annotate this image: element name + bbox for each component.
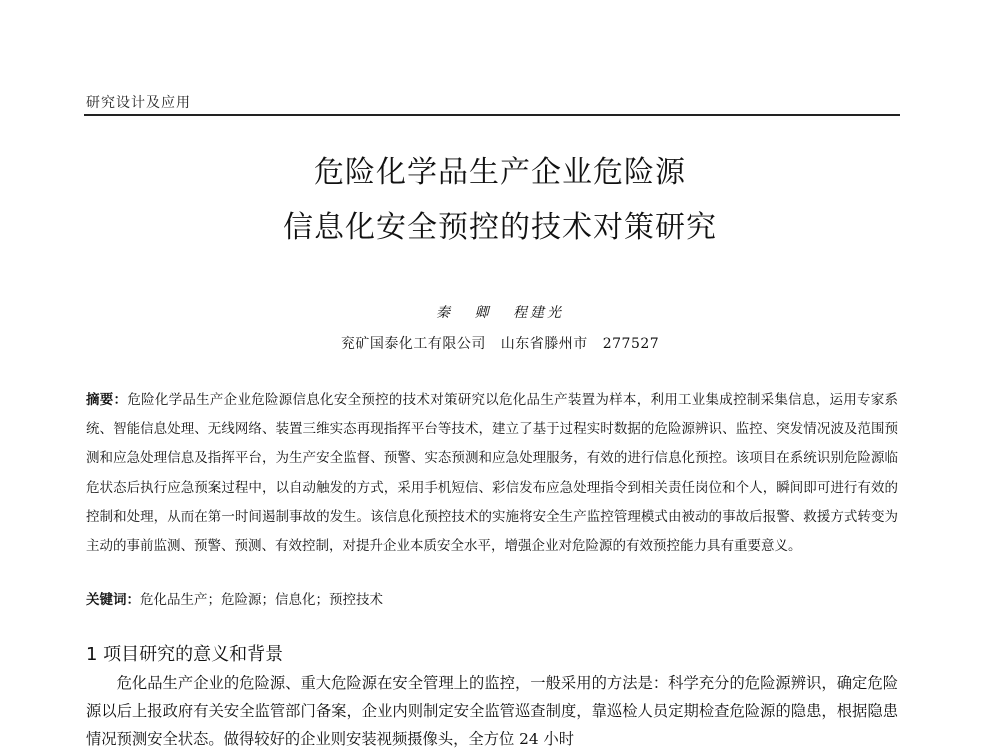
title-line-1: 危险化学品生产企业危险源: [314, 155, 686, 190]
keywords: [86, 588, 898, 612]
abstract: [86, 386, 898, 561]
section-1-heading: 1 项目研究的意义和背景: [86, 644, 284, 665]
section-1-body: 危化品生产企业的危险源、重大危险源在安全管理上的监控，一般采用的方法是：科学充分的危险源辨识，确定危险源以后上报政府有关安全监管部门备案，企业内则制定安全监管巡查制度，靠巡检人员定期检查危险源的隐患，根据隐患情况预测安全状态。做得较好的企业则安装视频摄像头，全方位 24 小时: [86, 674, 898, 748]
abstract-label: 摘要：: [86, 392, 128, 408]
keywords-label: 关键词：: [86, 592, 140, 608]
abstract-text: 危险化学品生产企业危险源信息化安全预控的技术对策研究以危化品生产装置为样本，利用工业集成控制采集信息，运用专家系统、智能信息处理、无线网络、装置三维实态再现指挥平台等技术，建立了基于过程实时数据的危险源辨识、监控、突发情况波及范围预测和应急处理信息及指挥平台，为生产安全监督、预警、实态预测和应急处理服务，有效的进行信息化预控。该项目在系统识别危险源临危状态后执行应急预案过程中，以自动触发的方式，采用手机短信、彩信发布应急处理指令到相关责任岗位和个人，瞬间即可进行有效的控制和处理，从而在第一时间遏制事故的发生。该信息化预控技术的实施将安全生产监控管理模式由被动的事故后报警、救援方式转变为主动的事前监测、预警、预测、有效控制，对提升企业本质安全水平，增强企业对危险源的有效预控能力具有重要意义。: [86, 392, 899, 555]
keywords-text: 危化品生产；危险源；信息化；预控技术: [140, 592, 383, 608]
affiliation: 兖矿国泰化工有限公司 山东省滕州市 277527: [340, 336, 660, 352]
title-line-2: 信息化安全预控的技术对策研究: [283, 210, 717, 245]
header-rule: [84, 114, 900, 116]
running-header: 研究设计及应用: [86, 95, 191, 111]
authors: 秦 卿 程建光: [436, 305, 564, 321]
